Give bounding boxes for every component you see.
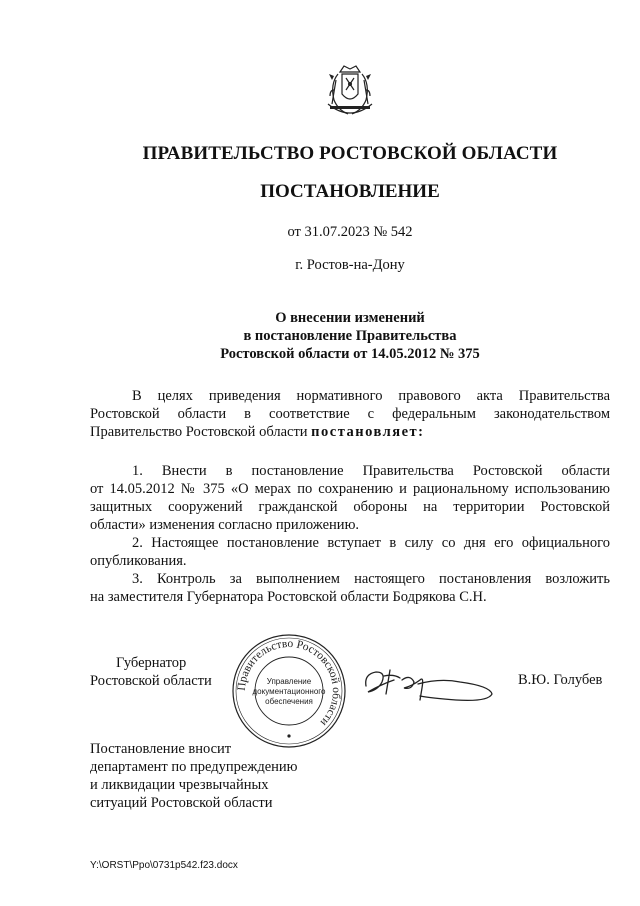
preamble-text: Правительство Ростовской области xyxy=(90,424,312,440)
document-city: г. Ростов-на-Дону xyxy=(295,257,405,273)
file-path: Y:\ORST\Ppo\0731p542.f23.docx xyxy=(90,860,238,871)
item-3-line: 3. Контроль за выполнением настоящего постановления возложить xyxy=(132,571,610,587)
seal-inner-line: обеспечения xyxy=(265,697,313,706)
item-1-line: от 14.05.2012 № 375 «О мерах по сохранению и рациональному использованию xyxy=(90,481,610,497)
submitter-block xyxy=(90,740,298,812)
document-subject xyxy=(0,309,640,363)
submitter-line: департамент по предупреждению xyxy=(90,759,298,775)
preamble-line: В целях приведения нормативного правового акта Правительства xyxy=(132,388,610,404)
preamble-line: Ростовской области в соответствие с федеральным законодательством xyxy=(90,406,610,422)
submitter-line: и ликвидации чрезвычайных xyxy=(90,777,269,793)
signatory-title xyxy=(90,654,212,690)
coat-of-arms-icon xyxy=(318,60,382,124)
item-2-line: 2. Настоящее постановление вступает в силу со дня его официального xyxy=(132,535,610,551)
document-date-number: от 31.07.2023 № 542 xyxy=(287,224,413,240)
item-2-line: опубликования. xyxy=(90,553,187,569)
seal-star-icon xyxy=(287,734,290,737)
seal-inner-line: Управление xyxy=(266,677,312,686)
resolves-keyword: постановляет: xyxy=(311,424,425,440)
document-type: ПОСТАНОВЛЕНИЕ xyxy=(260,181,440,202)
item-1-line: 1. Внести в постановление Правительства Ростовской области xyxy=(132,463,610,479)
item-1-line: области» изменения согласно приложению. xyxy=(90,517,360,533)
government-title: ПРАВИТЕЛЬСТВО РОСТОВСКОЙ ОБЛАСТИ xyxy=(142,143,558,164)
signatory-title-line: Губернатор xyxy=(116,655,187,671)
signatory-name: В.Ю. Голубев xyxy=(518,672,603,688)
subject-line: О внесении изменений xyxy=(275,310,425,326)
item-1-line: защитных сооружений гражданской обороны на территории Ростовской xyxy=(90,499,610,515)
subject-line: в постановление Правительства xyxy=(243,328,457,344)
handwritten-signature xyxy=(360,660,500,705)
seal-inner-line: документационного xyxy=(252,687,326,696)
subject-line: Ростовской области от 14.05.2012 № 375 xyxy=(220,346,480,362)
signatory-title-line: Ростовской области xyxy=(90,673,212,689)
submitter-line: Постановление вносит xyxy=(90,741,232,757)
submitter-line: ситуаций Ростовской области xyxy=(90,795,273,811)
preamble-line xyxy=(90,424,610,442)
official-seal xyxy=(230,632,348,750)
item-3-line: на заместителя Губернатора Ростовской области Бодрякова С.Н. xyxy=(90,589,487,605)
seal-outer-text: Правительство Ростовской области xyxy=(235,637,343,729)
